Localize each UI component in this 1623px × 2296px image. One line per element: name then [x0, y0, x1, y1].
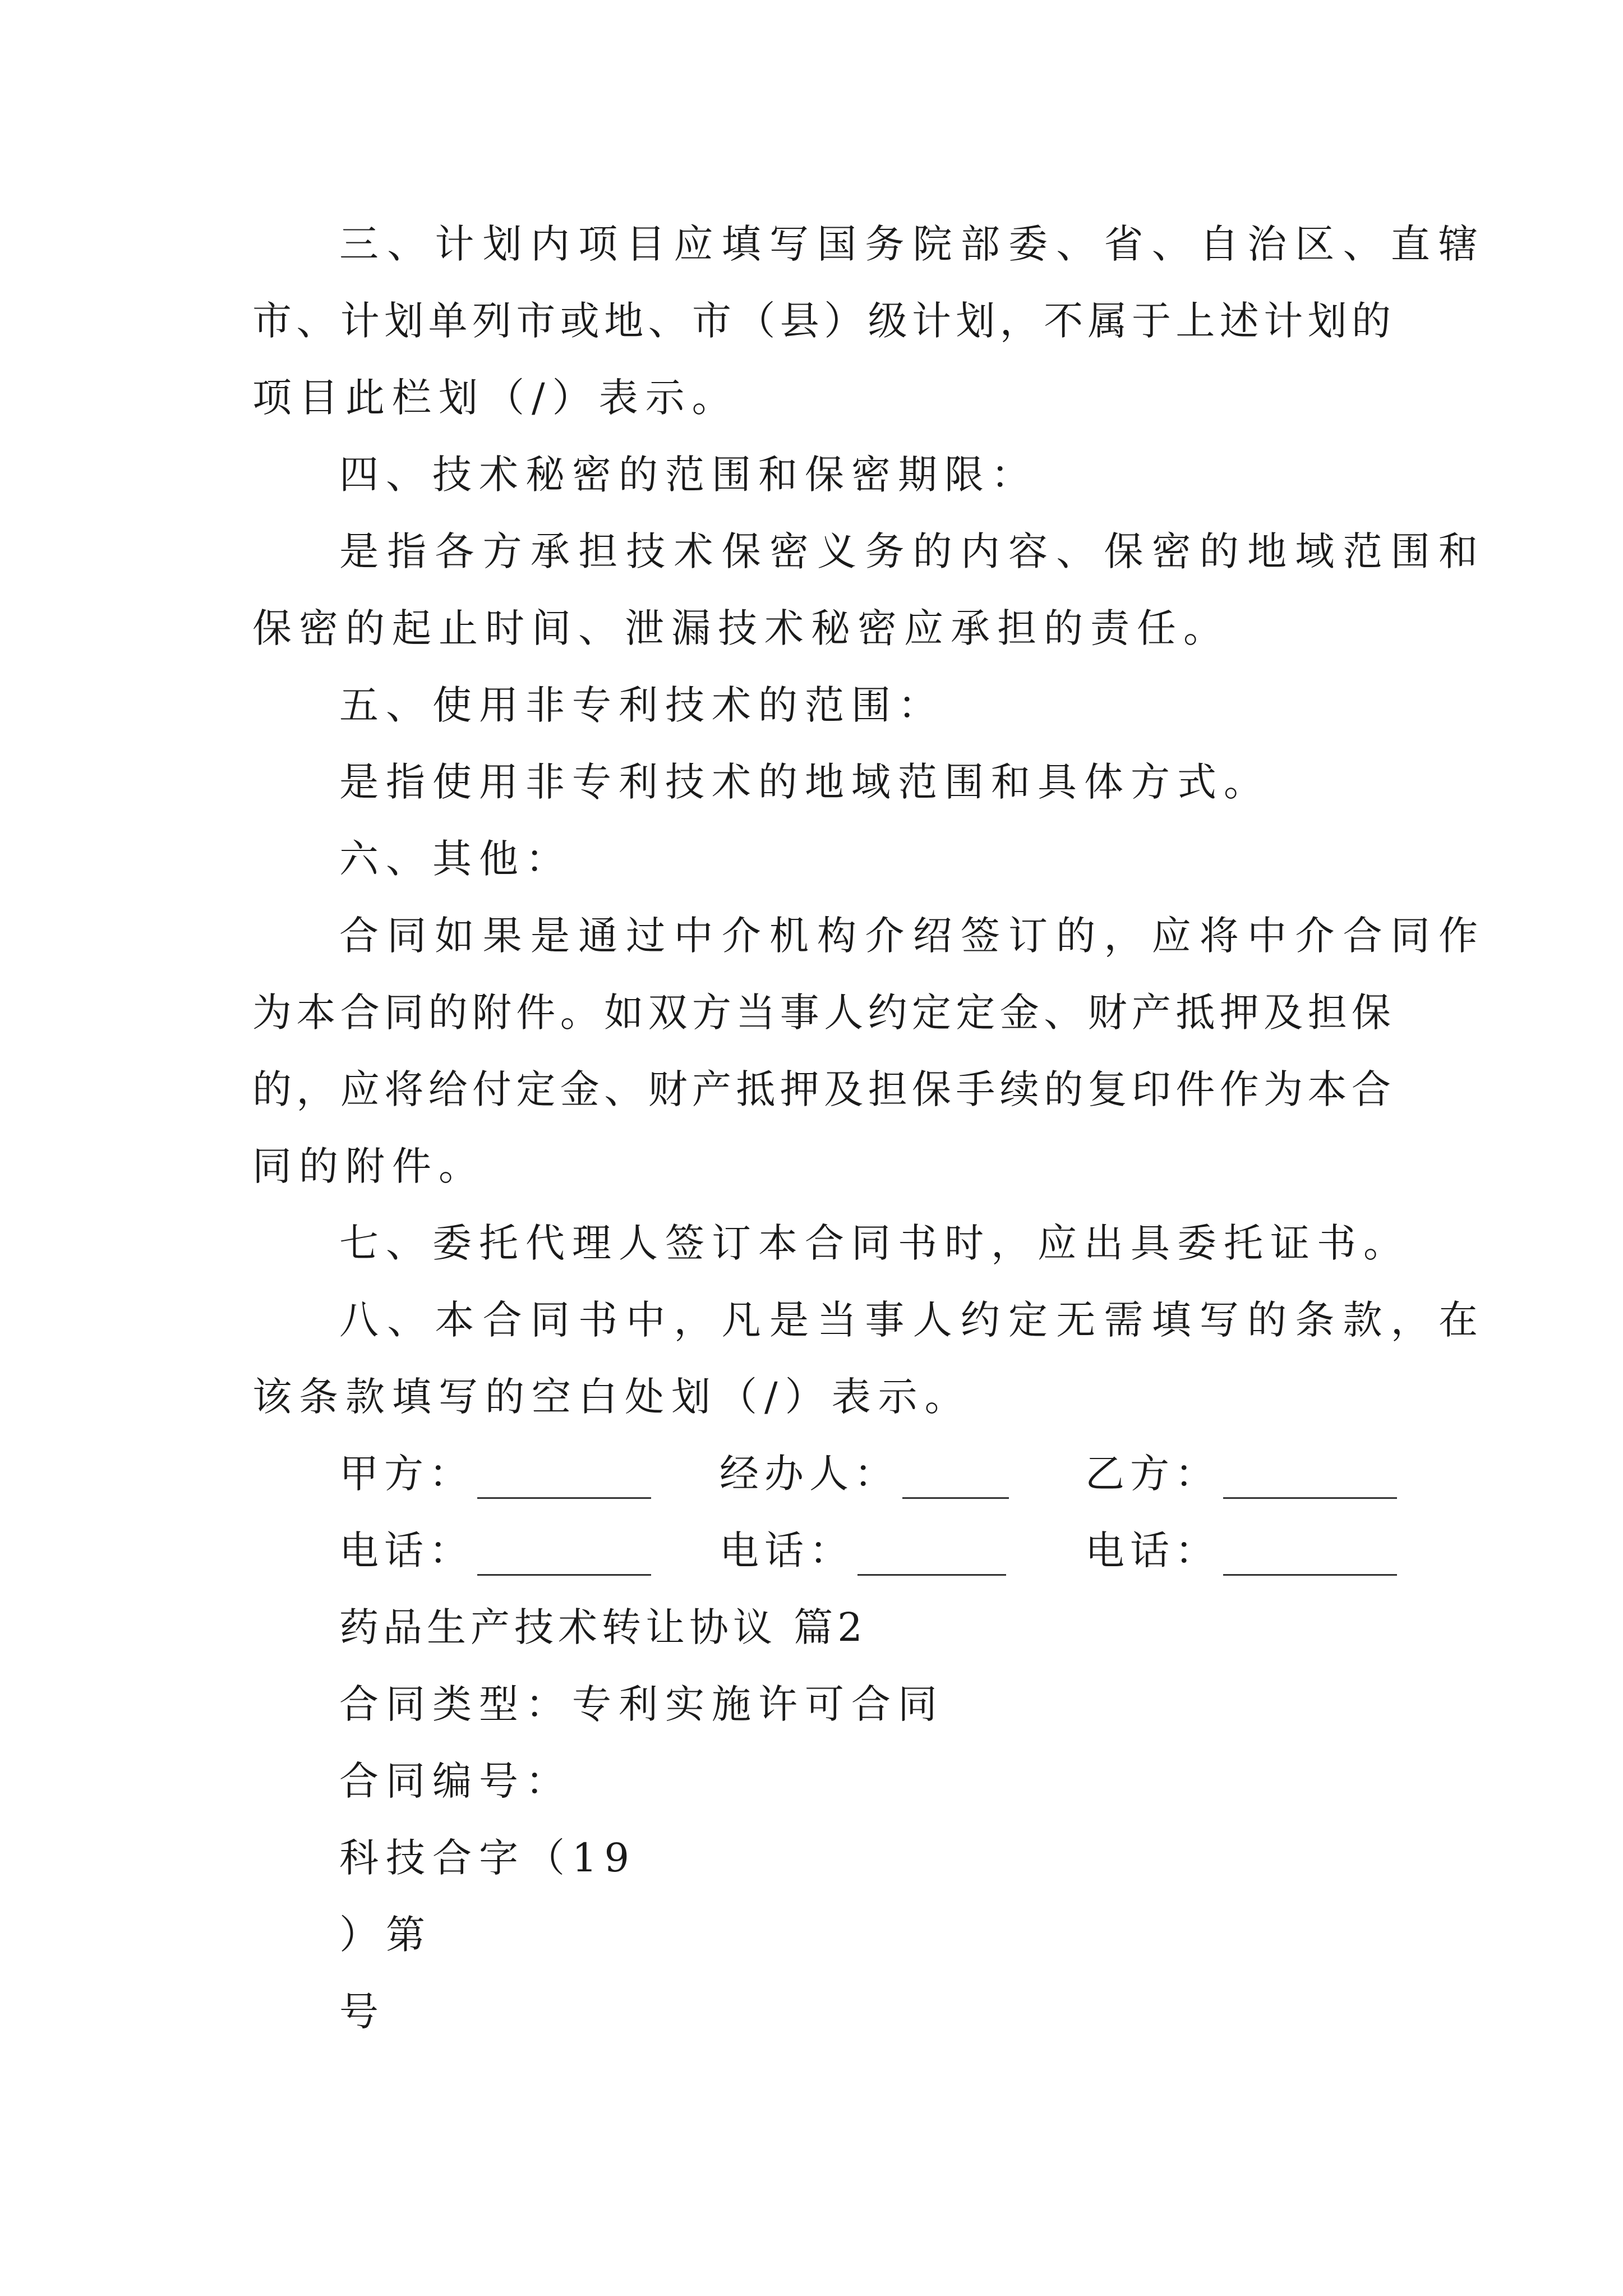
- paragraph-line: 七、委托代理人签订本合同书时，应出具委托证书。: [339, 1220, 1410, 1266]
- phone-field-3: [1085, 1525, 1397, 1576]
- contract-number-label: 合同编号：: [339, 1758, 572, 1804]
- contract-code-line: 号: [339, 1989, 386, 2035]
- paragraph-line: 合同如果是通过中介机构介绍签订的，应将中介合同作: [339, 913, 1478, 959]
- party-a-label: 甲方：: [339, 1451, 474, 1497]
- paragraph-line: 为本合同的附件。如双方当事人约定定金、财产抵押及担保: [252, 990, 1391, 1036]
- paragraph-line: 同的附件。: [252, 1143, 485, 1189]
- paragraph-line: 保密的起止时间、泄漏技术秘密应承担的责任。: [252, 605, 1230, 651]
- agent-blank: [902, 1462, 1009, 1499]
- phone-row: [339, 1525, 1391, 1576]
- phone-label: 电话：: [339, 1527, 474, 1573]
- signature-row: [339, 1448, 1391, 1499]
- party-b-field: [1085, 1448, 1397, 1499]
- paragraph-line: 是指使用非专利技术的地域范围和具体方式。: [339, 759, 1270, 805]
- paragraph-line: 是指各方承担技术保密义务的内容、保密的地域范围和: [339, 528, 1478, 574]
- paragraph-line: 市、计划单列市或地、市（县）级计划，不属于上述计划的: [252, 298, 1391, 344]
- section-heading: 五、使用非专利技术的范围：: [339, 682, 944, 728]
- phone-field-2: [720, 1525, 1006, 1576]
- phone-blank: [1223, 1539, 1397, 1576]
- phone-blank: [477, 1539, 651, 1576]
- section-title: 药品生产技术转让协议 篇2: [339, 1604, 867, 1650]
- contract-type: 合同类型：专利实施许可合同: [339, 1681, 944, 1727]
- paragraph-line: 三、计划内项目应填写国务院部委、省、自治区、直辖: [339, 221, 1478, 267]
- section-heading: 六、其他：: [339, 836, 572, 882]
- agent-label: 经办人：: [720, 1451, 899, 1497]
- party-b-blank: [1223, 1462, 1397, 1499]
- phone-label: 电话：: [720, 1527, 854, 1573]
- phone-label: 电话：: [1085, 1527, 1220, 1573]
- paragraph-line: 项目此栏划（/）表示。: [252, 375, 739, 421]
- paragraph-line: 的，应将给付定金、财产抵押及担保手续的复印件作为本合: [252, 1066, 1391, 1112]
- party-b-label: 乙方：: [1085, 1451, 1220, 1497]
- section-heading: 四、技术秘密的范围和保密期限：: [339, 452, 1038, 498]
- contract-code-line: 科技合字（19: [339, 1835, 637, 1881]
- paragraph-line: 八、本合同书中，凡是当事人约定无需填写的条款，在: [339, 1297, 1478, 1343]
- agent-field: [720, 1448, 1009, 1499]
- party-a-field: [339, 1448, 651, 1499]
- party-a-blank: [477, 1462, 651, 1499]
- paragraph-line: 该条款填写的空白处划（/）表示。: [252, 1374, 971, 1420]
- contract-code-line: ）第: [339, 1912, 432, 1958]
- phone-field-1: [339, 1525, 651, 1576]
- phone-blank: [857, 1539, 1006, 1576]
